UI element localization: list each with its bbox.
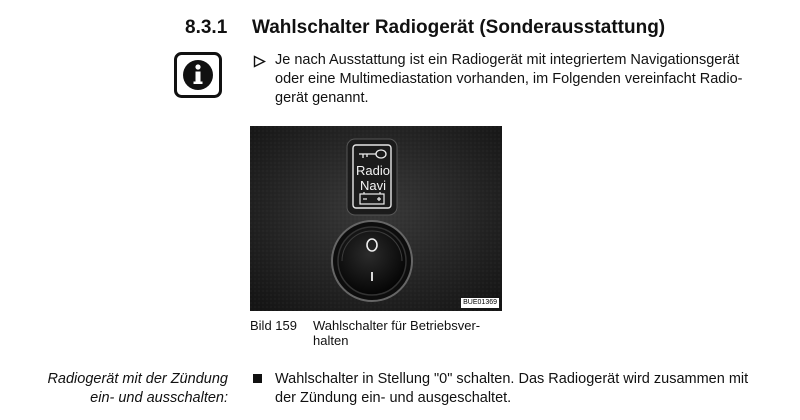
switch-label-radio: Radio xyxy=(356,163,390,178)
instruction-heading xyxy=(20,370,228,408)
figure-caption xyxy=(313,318,513,348)
square-bullet-icon xyxy=(253,374,262,383)
caption-line: Wahlschalter für Betriebsver- xyxy=(313,318,481,333)
intro-line: oder eine Multimediastation vorhanden, im Folgenden vereinfacht Radio- xyxy=(275,71,743,87)
triangle-right-icon xyxy=(253,55,266,68)
instruction-text xyxy=(275,370,785,408)
image-code: BUE01369 xyxy=(463,299,497,306)
switch-photo xyxy=(250,126,502,311)
intro-paragraph xyxy=(275,51,775,108)
switch-label-navi: Navi xyxy=(359,178,386,193)
info-icon xyxy=(174,52,222,98)
intro-line: Je nach Ausstattung ist ein Radiogerät mit integriertem Navigationsgerät xyxy=(275,52,740,68)
section-number: 8.3.1 xyxy=(185,17,228,38)
instruction-line: der Zündung ein- und ausgeschaltet. xyxy=(275,390,512,406)
section-title: Wahlschalter Radiogerät (Sonderausstattung) xyxy=(252,17,666,38)
intro-line: gerät genannt. xyxy=(275,90,369,106)
heading-line: ein- und ausschalten: xyxy=(90,390,228,406)
switch-photo-graphic xyxy=(250,126,502,311)
instruction-line: Wahlschalter in Stellung "0" schalten. Das Radiogerät wird zusammen mit xyxy=(275,371,749,387)
heading-line: Radiogerät mit der Zündung xyxy=(47,371,228,387)
figure-caption-label: Bild 159 xyxy=(250,318,297,333)
caption-line: halten xyxy=(313,333,349,348)
